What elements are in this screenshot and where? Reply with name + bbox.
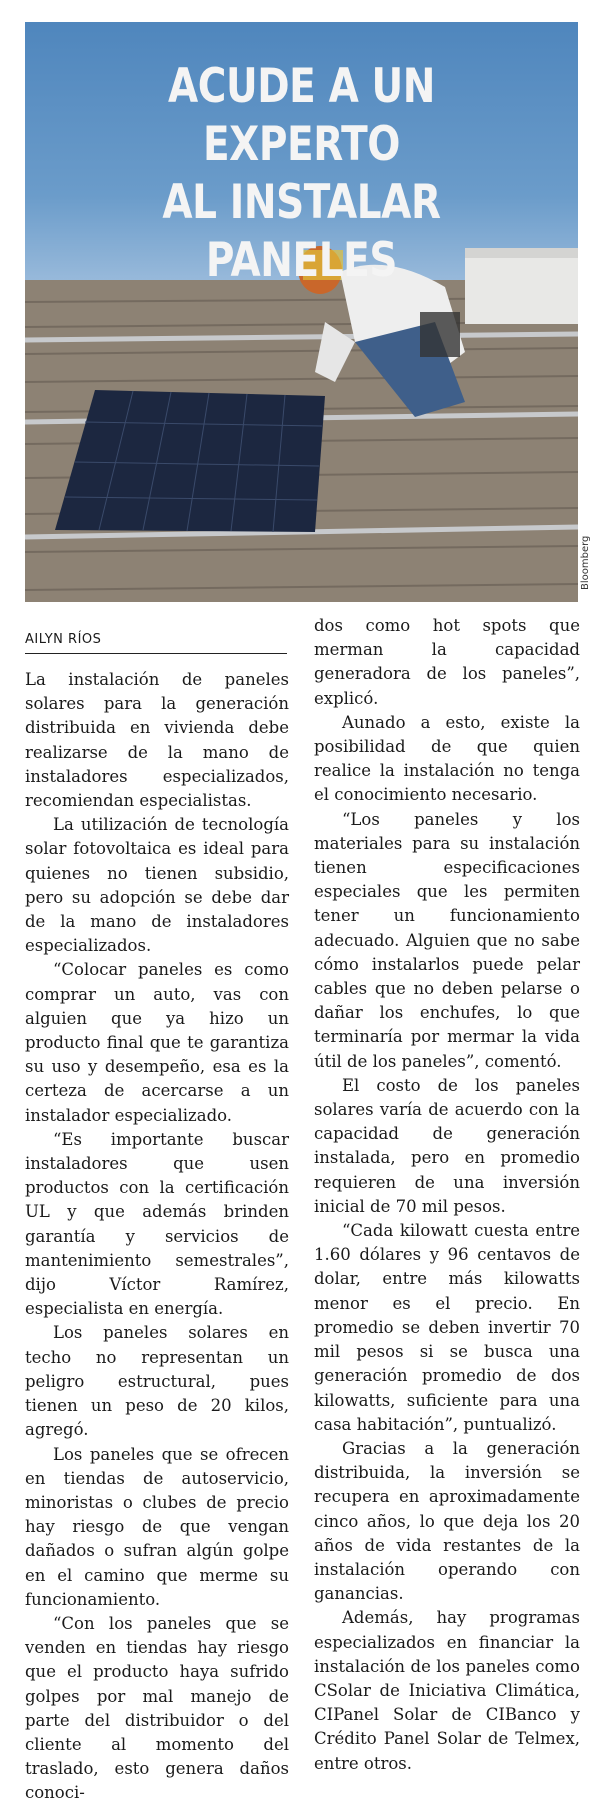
- paragraph: “Los paneles y los materiales para su instalación tienen especificaciones especiales que les permiten tener un funcionamiento adecuado. Alguien que no sabe cómo instalarlos puede pelar cables que no deben pelarse o dañar los enchufes, lo que terminaría por mermar la vida útil de los paneles”, comentó.: [314, 809, 580, 1071]
- paragraph: Aunado a esto, existe la posibilidad de que quien realice la instalación no tenga el conocimiento necesario.: [314, 712, 580, 805]
- article-column-2: [314, 614, 580, 1776]
- paragraph: “Es importante buscar instaladores que usen productos con la certificación UL y que además brinden garantía y servicios de mantenimiento semestrales”, dijo Víctor Ramírez, especialista en energía.: [25, 1129, 289, 1319]
- paragraph: La instalación de paneles solares para la generación distribuida en vivienda debe realizarse de la mano de instaladores especializados, recomiendan especialistas.: [25, 670, 289, 811]
- headline-line-2: AL INSTALAR PANELES: [162, 175, 441, 288]
- headline-line-1: ACUDE A UN EXPERTO: [167, 59, 436, 172]
- paragraph: dos como hot spots que merman la capacidad generadora de los paneles”, explicó.: [314, 616, 580, 708]
- paragraph: El costo de los paneles solares varía de acuerdo con la capacidad de generación instalada, pero en promedio requieren de una inversión inicial de 70 mil pesos.: [314, 1075, 580, 1216]
- paragraph: Los paneles solares en techo no representan un peligro estructural, pues tienen un peso de 20 kilos, agregó.: [25, 1323, 289, 1440]
- paragraph: La utilización de tecnología solar fotovoltaica es ideal para quienes no tienen subsidio, pero su adopción se debe dar de la mano de instaladores especializados.: [25, 815, 289, 956]
- paragraph: Gracias a la generación distribuida, la inversión se recupera en aproximadamente cinco años, lo que deja los 20 años de vida restantes de la instalación operando con ganancias.: [314, 1438, 580, 1604]
- paragraph: Además, hay programas especializados en financiar la instalación de los paneles como CSolar de Iniciativa Climática, CIPanel Solar de CIBanco y Crédito Panel Solar de Telmex, entre otros.: [314, 1608, 580, 1773]
- headline: [72, 58, 531, 290]
- article-column-1: [25, 668, 289, 1806]
- article-photo: [25, 22, 578, 602]
- paragraph: “Cada kilowatt cuesta entre 1.60 dólares y 96 centavos de dolar, entre más kilowatts menor es el precio. En promedio se deben invertir 70 mil pesos si se busca una generación promedio de dos kilowatts, suficiente para una casa habitación”, puntualizó.: [314, 1221, 580, 1434]
- paragraph: “Con los paneles que se venden en tiendas hay riesgo que el producto haya sufrido golpes por mal manejo de parte del distribuidor o del cliente al momento del traslado, esto genera daños conoci-: [25, 1613, 289, 1803]
- byline: AILYN RÍOS: [25, 632, 287, 654]
- paragraph: “Colocar paneles es como comprar un auto, vas con alguien que ya hizo un producto final que te garantiza su uso y desempeño, esa es la certeza de acercarse a un instalador especializado.: [25, 960, 289, 1125]
- photo-credit: Bloomberg: [580, 535, 591, 590]
- paragraph: Los paneles que se ofrecen en tiendas de autoservicio, minoristas o clubes de precio hay riesgo de que vengan dañados o sufran algún golpe en el camino que merme su funcionamiento.: [25, 1444, 289, 1609]
